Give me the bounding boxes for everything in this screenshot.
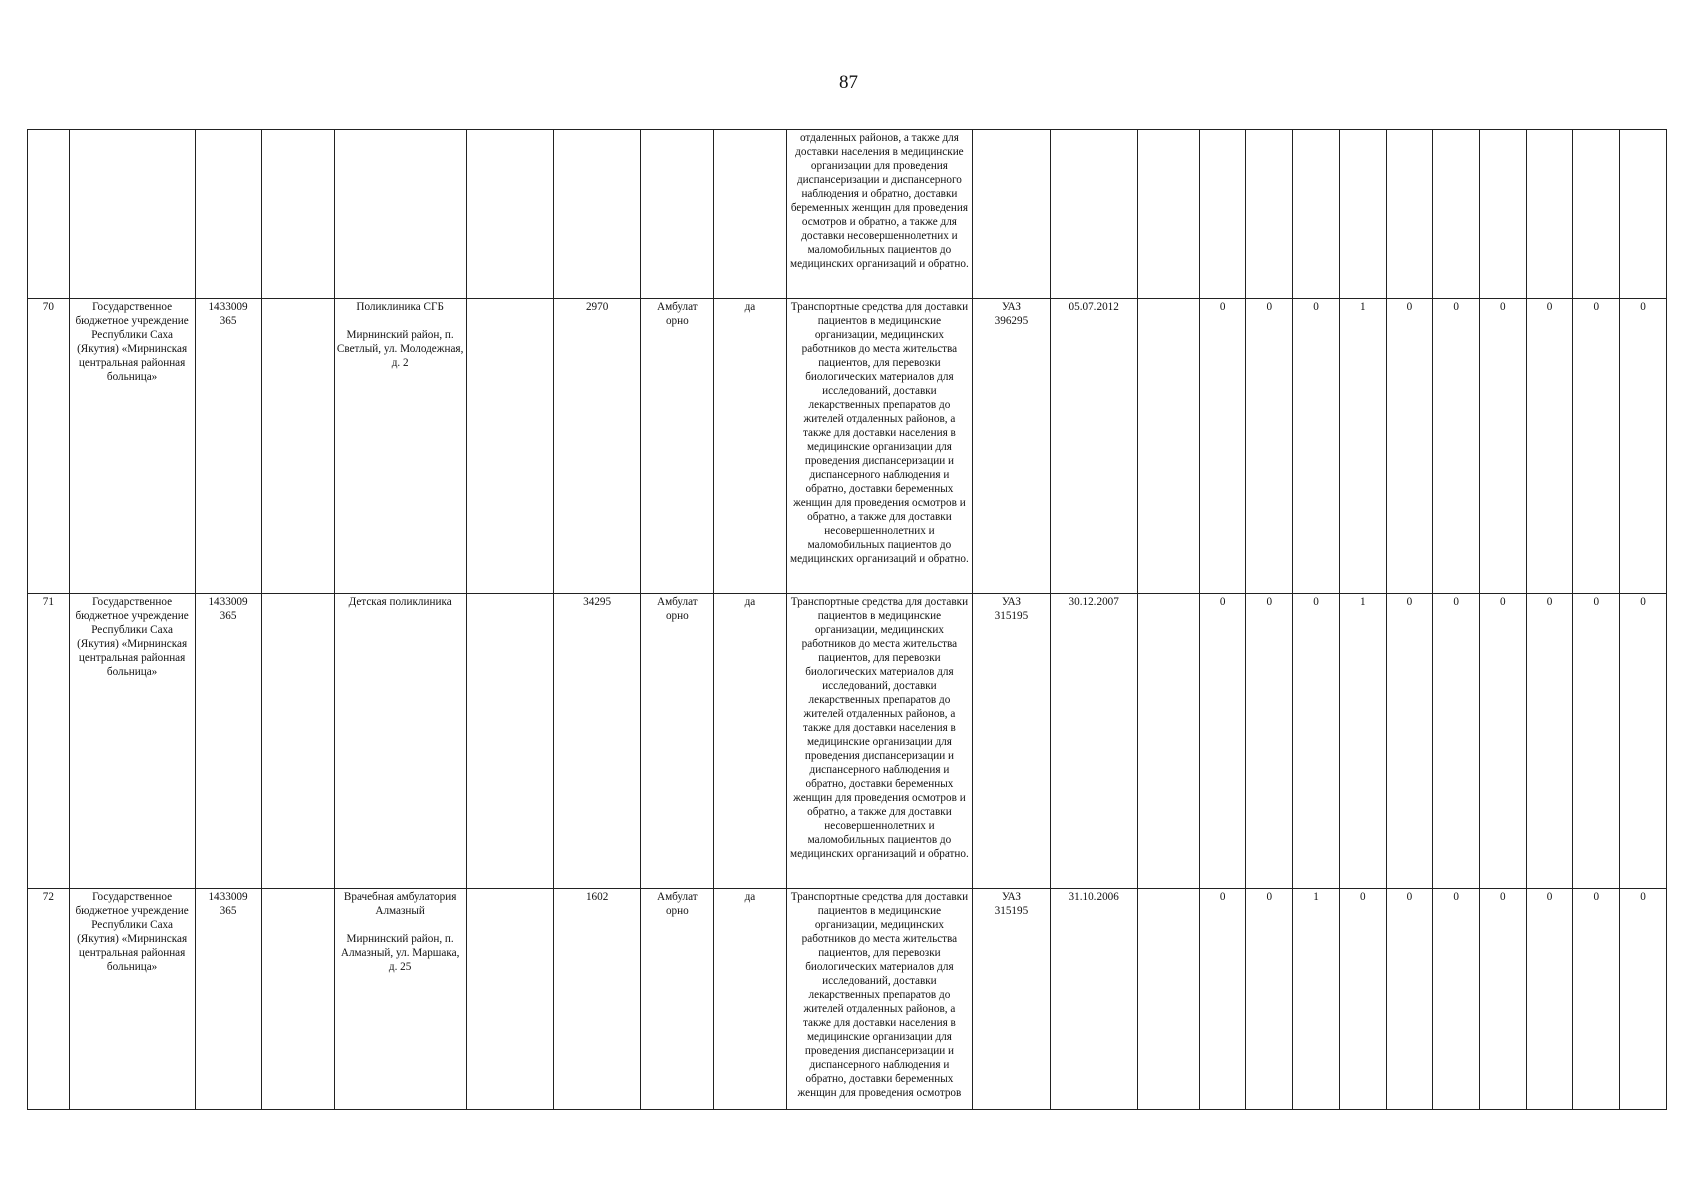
cell-count: 0 [1293, 594, 1340, 889]
cell-facility: Поликлиника СГБ Мирнинский район, п. Светлый, ул. Молодежная, д. 2 [334, 299, 466, 594]
cell-count: 0 [1573, 594, 1620, 889]
table-row [28, 594, 1667, 889]
cell-count: 0 [1339, 889, 1386, 1110]
cell-count: 0 [1386, 889, 1433, 1110]
cell-facility: Врачебная амбулатория Алмазный Мирнинский район, п. Алмазный, ул. Маршака, д. 25 [334, 889, 466, 1110]
cell-area: 2970 [553, 299, 640, 594]
cell-org [69, 130, 195, 299]
cell-facility [334, 130, 466, 299]
cell-type: Амбулат орно [641, 594, 714, 889]
cell-col13 [1137, 889, 1199, 1110]
cell-date: 31.10.2006 [1050, 889, 1137, 1110]
cell-count: 0 [1199, 889, 1246, 1110]
cell-count: 0 [1620, 299, 1667, 594]
cell-count: 0 [1573, 299, 1620, 594]
cell-inn: 1433009 365 [195, 594, 261, 889]
cell-count: 0 [1620, 594, 1667, 889]
cell-count: 1 [1339, 594, 1386, 889]
cell-col6 [466, 889, 553, 1110]
cell-col13 [1137, 299, 1199, 594]
cell-count: 0 [1246, 594, 1293, 889]
cell-count: 0 [1573, 889, 1620, 1110]
cell-col13 [1137, 130, 1199, 299]
cell-count: 0 [1526, 889, 1573, 1110]
cell-count [1620, 130, 1667, 299]
cell-date [1050, 130, 1137, 299]
cell-col6 [466, 594, 553, 889]
cell-count: 0 [1386, 594, 1433, 889]
cell-count [1433, 130, 1480, 299]
cell-purpose: Транспортные средства для доставки пациентов в медицинские организации, медицинских работников до места жительства пациентов, для перевозки биологических материалов для исследований, доставки лекарственных препаратов до жителей отдаленных районов, а также для доставки населения в медицинские организации для проведения диспансеризации и диспансерного наблюдения и обратно, доставки беременных женщин для проведения осмотров и обратно, а также для доставки несовершеннолетних и маломобильных пациентов до медицинских организаций и обратно. [786, 299, 973, 594]
cell-count: 0 [1386, 299, 1433, 594]
cell-count: 0 [1620, 889, 1667, 1110]
cell-count: 0 [1433, 889, 1480, 1110]
cell-col4 [261, 299, 334, 594]
cell-vehicle [973, 130, 1050, 299]
cell-count [1573, 130, 1620, 299]
cell-num: 70 [28, 299, 70, 594]
cell-count [1339, 130, 1386, 299]
cell-flag: да [714, 594, 786, 889]
cell-org: Государственное бюджетное учреждение Республики Саха (Якутия) «Мирнинская центральная районная больница» [69, 889, 195, 1110]
cell-count [1293, 130, 1340, 299]
cell-count: 0 [1433, 594, 1480, 889]
cell-count: 0 [1293, 299, 1340, 594]
cell-inn [195, 130, 261, 299]
registry-table [27, 129, 1667, 1110]
cell-col4 [261, 130, 334, 299]
cell-count: 0 [1480, 594, 1527, 889]
cell-org: Государственное бюджетное учреждение Республики Саха (Якутия) «Мирнинская центральная районная больница» [69, 594, 195, 889]
cell-count [1480, 130, 1527, 299]
cell-col4 [261, 594, 334, 889]
cell-count: 1 [1293, 889, 1340, 1110]
cell-count: 1 [1339, 299, 1386, 594]
cell-count [1386, 130, 1433, 299]
cell-flag: да [714, 299, 786, 594]
cell-facility: Детская поликлиника [334, 594, 466, 889]
cell-flag [714, 130, 786, 299]
cell-date: 30.12.2007 [1050, 594, 1137, 889]
cell-area [553, 130, 640, 299]
table-row [28, 299, 1667, 594]
cell-count: 0 [1526, 299, 1573, 594]
cell-num: 71 [28, 594, 70, 889]
cell-count: 0 [1246, 889, 1293, 1110]
table-row [28, 889, 1667, 1110]
cell-date: 05.07.2012 [1050, 299, 1137, 594]
cell-purpose: отдаленных районов, а также для доставки населения в медицинские организации для проведения диспансеризации и диспансерного наблюдения и обратно, доставки беременных женщин для проведения осмотров и обратно, а также для доставки несовершеннолетних и маломобильных пациентов до медицинских организаций и обратно. [786, 130, 973, 299]
cell-num [28, 130, 70, 299]
cell-area: 34295 [553, 594, 640, 889]
cell-count: 0 [1480, 299, 1527, 594]
cell-col6 [466, 299, 553, 594]
cell-vehicle: УАЗ 315195 [973, 889, 1050, 1110]
cell-col6 [466, 130, 553, 299]
cell-flag: да [714, 889, 786, 1110]
cell-col4 [261, 889, 334, 1110]
cell-count: 0 [1480, 889, 1527, 1110]
cell-count [1199, 130, 1246, 299]
cell-num: 72 [28, 889, 70, 1110]
cell-count [1526, 130, 1573, 299]
cell-area: 1602 [553, 889, 640, 1110]
cell-purpose: Транспортные средства для доставки пациентов в медицинские организации, медицинских работников до места жительства пациентов, для перевозки биологических материалов для исследований, доставки лекарственных препаратов до жителей отдаленных районов, а также для доставки населения в медицинские организации для проведения диспансеризации и диспансерного наблюдения и обратно, доставки беременных женщин для проведения осмотров и обратно, а также для доставки несовершеннолетних и маломобильных пациентов до медицинских организаций и обратно. [786, 594, 973, 889]
cell-type: Амбулат орно [641, 299, 714, 594]
cell-inn: 1433009 365 [195, 299, 261, 594]
cell-type [641, 130, 714, 299]
cell-purpose: Транспортные средства для доставки пациентов в медицинские организации, медицинских работников до места жительства пациентов, для перевозки биологических материалов для исследований, доставки лекарственных препаратов до жителей отдаленных районов, а также для доставки населения в медицинские организации для проведения диспансеризации и диспансерного наблюдения и обратно, доставки беременных женщин для проведения осмотров [786, 889, 973, 1110]
cell-count: 0 [1526, 594, 1573, 889]
cell-type: Амбулат орно [641, 889, 714, 1110]
cell-col13 [1137, 594, 1199, 889]
cell-count: 0 [1246, 299, 1293, 594]
cell-count: 0 [1433, 299, 1480, 594]
cell-count: 0 [1199, 594, 1246, 889]
table-row-continuation [28, 130, 1667, 299]
cell-count: 0 [1199, 299, 1246, 594]
cell-vehicle: УАЗ 396295 [973, 299, 1050, 594]
cell-org: Государственное бюджетное учреждение Республики Саха (Якутия) «Мирнинская центральная районная больница» [69, 299, 195, 594]
page-number: 87 [839, 72, 858, 93]
cell-count [1246, 130, 1293, 299]
cell-vehicle: УАЗ 315195 [973, 594, 1050, 889]
cell-inn: 1433009 365 [195, 889, 261, 1110]
